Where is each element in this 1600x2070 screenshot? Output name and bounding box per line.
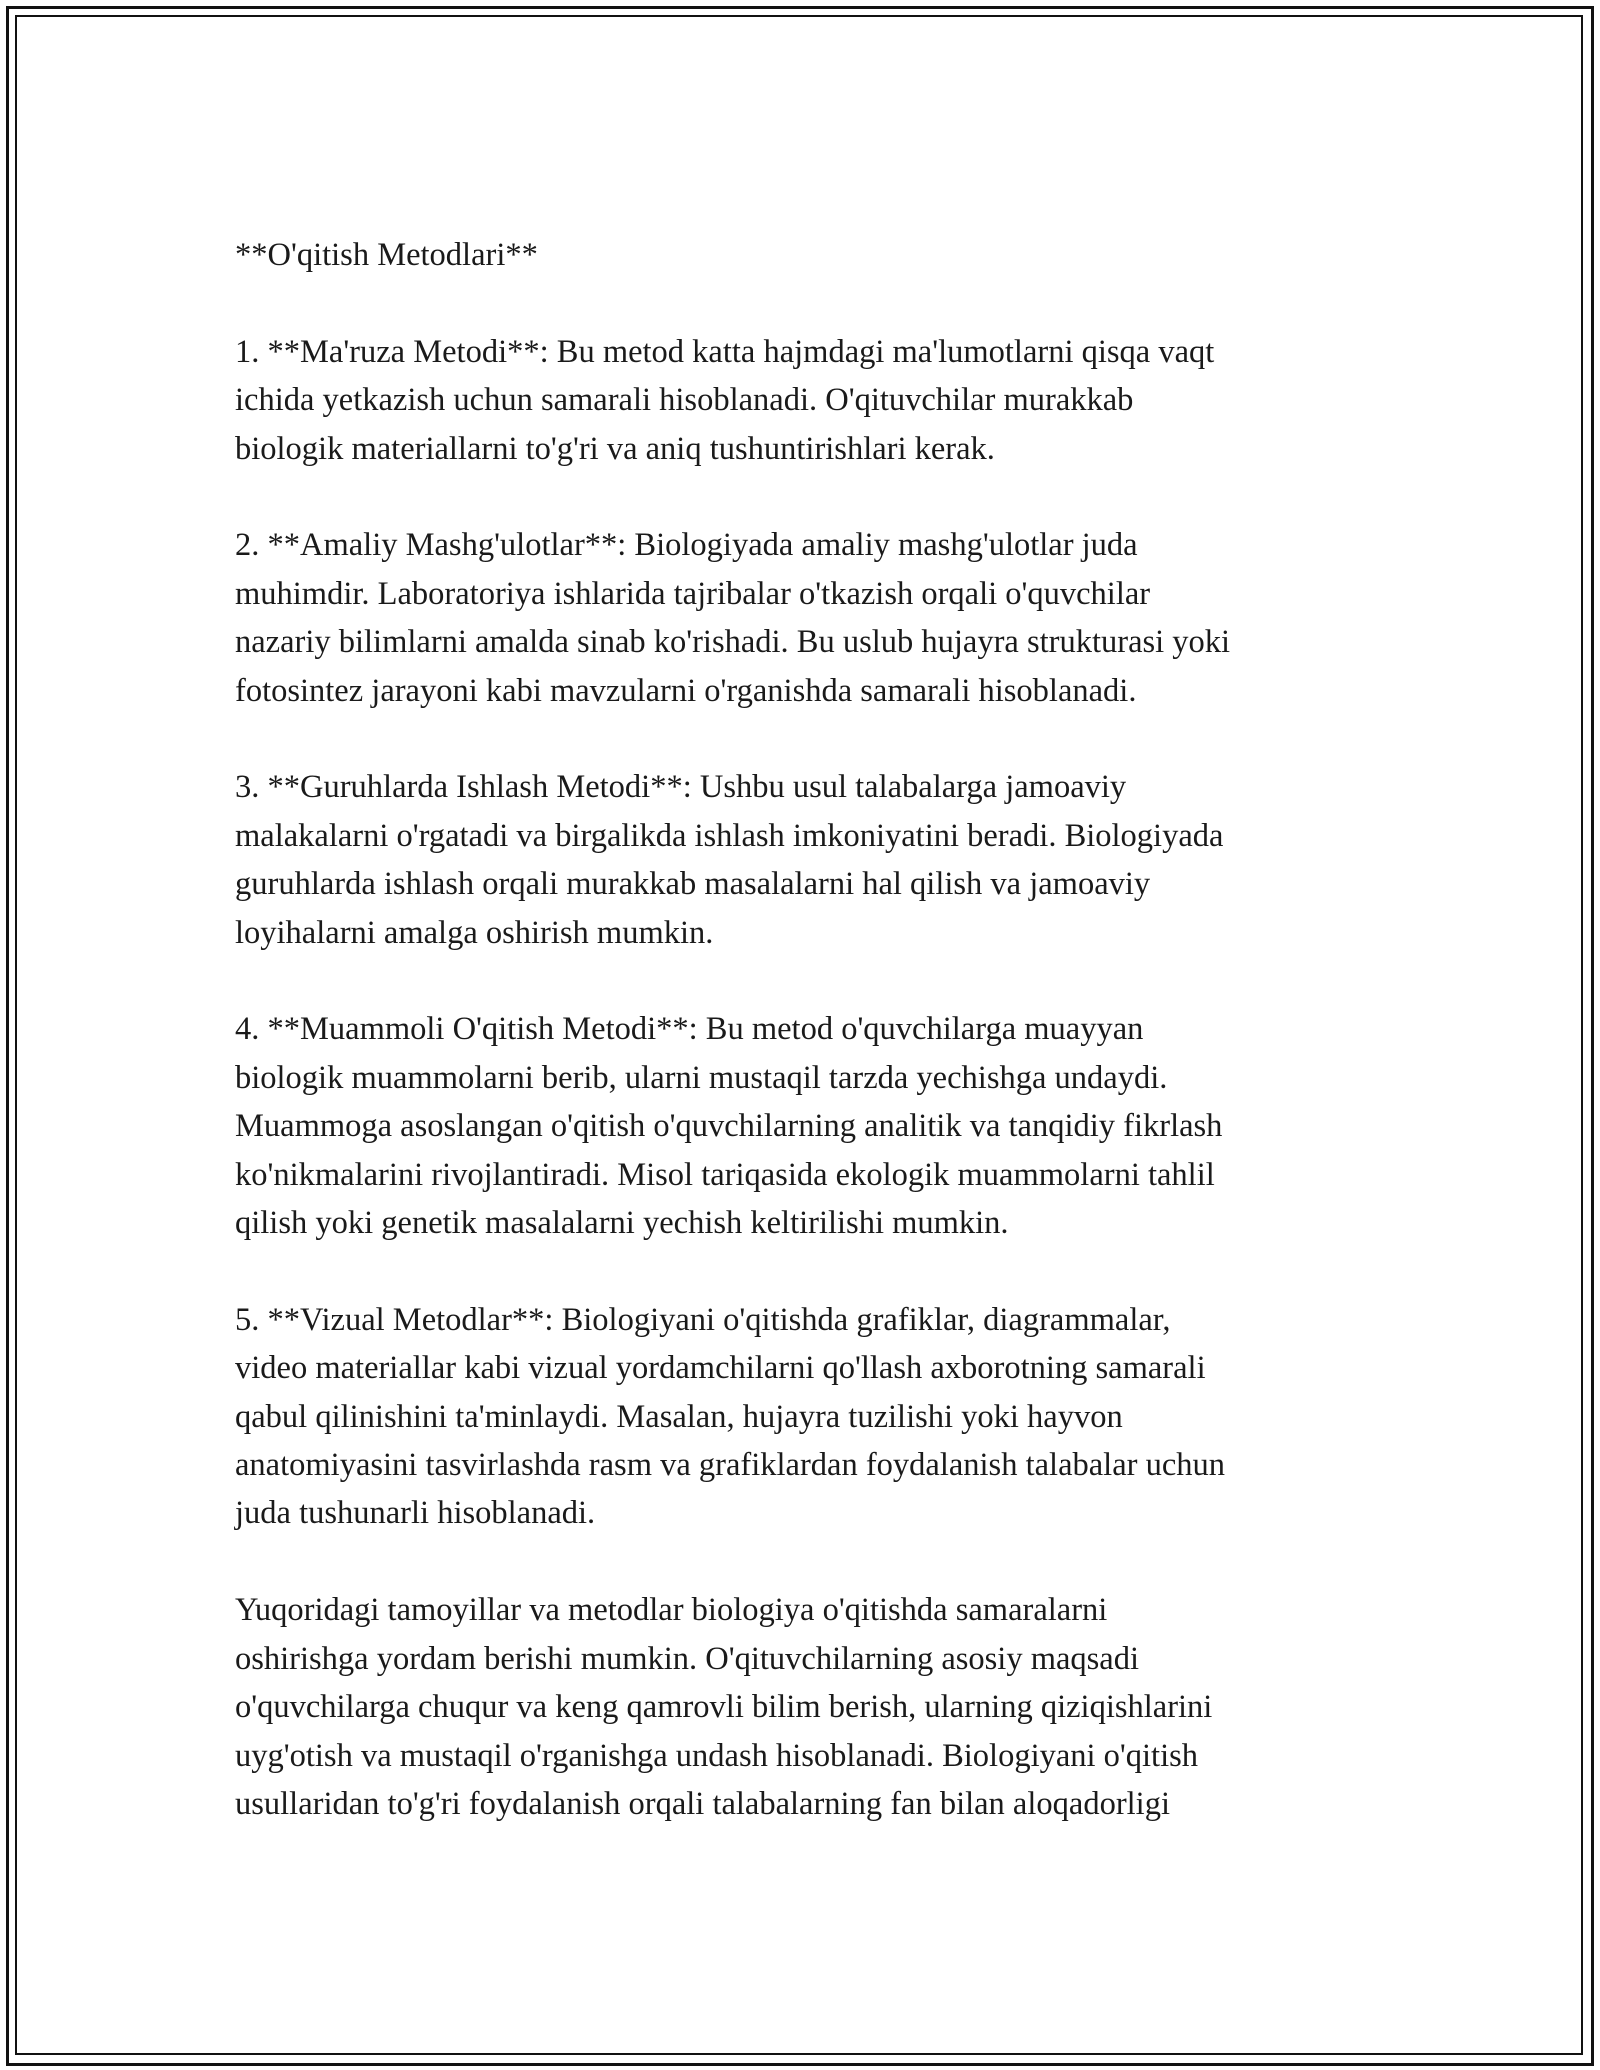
- text-line: ichida yetkazish uchun samarali hisoblanadi. O'qituvchilar murakkab: [235, 382, 1134, 419]
- text-line: juda tushunarli hisoblanadi.: [235, 1495, 596, 1532]
- text-line: nazariy bilimlarni amalda sinab ko'rishadi. Bu uslub hujayra strukturasi yoki: [235, 624, 1231, 661]
- text-line: ko'nikmalarini rivojlantiradi. Misol tariqasida ekologik muammolarni tahlil: [235, 1156, 1215, 1193]
- text-line: Muammoga asoslangan o'qitish o'quvchilarning analitik va tanqidiy fikrlash: [235, 1108, 1223, 1145]
- paragraph-maruza-metodi: [235, 328, 1385, 473]
- text-line: video materiallar kabi vizual yordamchilarni qo'llash axborotning samarali: [235, 1350, 1206, 1387]
- text-line: guruhlarda ishlash orqali murakkab masalalarni hal qilish va jamoaviy: [235, 866, 1151, 903]
- text-line: 3. **Guruhlarda Ishlash Metodi**: Ushbu usul talabalarga jamoaviy: [235, 769, 1127, 806]
- text-line: uyg'otish va mustaqil o'rganishga undash hisoblanadi. Biologiyani o'qitish: [235, 1737, 1199, 1774]
- paragraph-muammoli-oqitish: [235, 1005, 1385, 1247]
- document-title: **O'qitish Metodlari**: [235, 237, 538, 273]
- text-line: 5. **Vizual Metodlar**: Biologiyani o'qitishda grafiklar, diagrammalar,: [235, 1301, 1171, 1338]
- text-line: anatomiyasini tasvirlashda rasm va grafiklardan foydalanish talabalar uchun: [235, 1447, 1225, 1484]
- document-body: [235, 231, 1385, 1877]
- text-line: qabul qilinishini ta'minlaydi. Masalan, hujayra tuzilishi yoki hayvon: [235, 1398, 1123, 1435]
- text-line: 1. **Ma'ruza Metodi**: Bu metod katta hajmdagi ma'lumotlarni qisqa vaqt: [235, 333, 1215, 370]
- text-line: oshirishga yordam berishi mumkin. O'qituvchilarning asosiy maqsadi: [235, 1640, 1140, 1677]
- text-line: fotosintez jarayoni kabi mavzularni o'rganishda samarali hisoblanadi.: [235, 672, 1137, 709]
- text-line: o'quvchilarga chuqur va keng qamrovli bilim berish, ularning qiziqishlarini: [235, 1689, 1213, 1726]
- paragraph-amaliy-mashgulotlar: [235, 521, 1385, 715]
- text-line: Yuqoridagi tamoyillar va metodlar biologiya o'qitishda samaralarni: [235, 1592, 1108, 1629]
- text-line: qilish yoki genetik masalalarni yechish keltirilishi mumkin.: [235, 1205, 1009, 1242]
- text-line: biologik materiallarni to'g'ri va aniq tushuntirishlari kerak.: [235, 430, 995, 467]
- paragraph-conclusion: [235, 1586, 1385, 1828]
- text-line: 2. **Amaliy Mashg'ulotlar**: Biologiyada amaliy mashg'ulotlar juda: [235, 527, 1138, 564]
- text-line: loyihalarni amalga oshirish mumkin.: [235, 914, 714, 951]
- paragraph-guruhlarda-ishlash: [235, 763, 1385, 957]
- text-line: malakalarni o'rgatadi va birgalikda ishlash imkoniyatini beradi. Biologiyada: [235, 817, 1224, 854]
- text-line: biologik muammolarni berib, ularni mustaqil tarzda yechishga undaydi.: [235, 1059, 1168, 1096]
- text-line: 4. **Muammoli O'qitish Metodi**: Bu metod o'quvchilarga muayyan: [235, 1011, 1144, 1048]
- paragraph-vizual-metodlar: [235, 1296, 1385, 1538]
- text-line: muhimdir. Laboratoriya ishlarida tajribalar o'tkazish orqali o'quvchilar: [235, 575, 1151, 612]
- text-line: usullaridan to'g'ri foydalanish orqali talabalarning fan bilan aloqadorligi: [235, 1785, 1170, 1822]
